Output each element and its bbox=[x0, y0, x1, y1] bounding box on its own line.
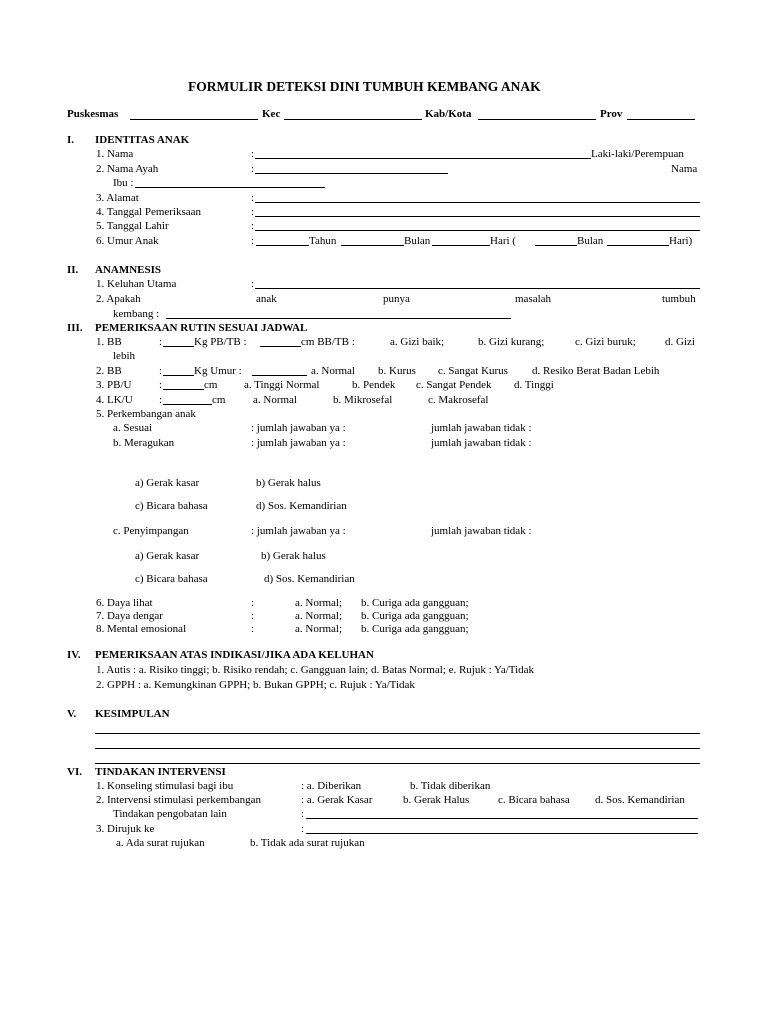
penyimpangan-bicara-bahasa[interactable]: c) Bicara bahasa bbox=[135, 573, 208, 585]
alamat-field[interactable] bbox=[255, 202, 700, 203]
lku-label: 4. LK/U bbox=[96, 394, 133, 406]
kg-umur-label: Kg Umur : bbox=[194, 365, 242, 377]
ibu-field[interactable] bbox=[135, 187, 325, 188]
section-3-title: PEMERIKSAAN RUTIN SESUAI JADWAL bbox=[95, 322, 308, 334]
cm-bbtb-label: cm BB/TB : bbox=[301, 336, 355, 348]
lku-cm-label: cm bbox=[212, 394, 226, 406]
section-4-title: PEMERIKSAAN ATAS INDIKASI/JIKA ADA KELUHAN bbox=[95, 649, 374, 661]
intervensi-label: 2. Intervensi stimulasi perkembangan bbox=[96, 794, 261, 806]
kabkota-label: Kab/Kota bbox=[425, 108, 472, 120]
gizi-lebih-option[interactable]: d. Gizi bbox=[665, 336, 695, 348]
konseling-diberikan-option[interactable]: : a. Diberikan bbox=[301, 780, 362, 792]
hari-label: Hari ( bbox=[490, 235, 516, 247]
form-title: FORMULIR DETEKSI DINI TUMBUH KEMBANG ANAK bbox=[188, 79, 541, 94]
hari-2-label: Hari) bbox=[669, 235, 693, 247]
dirujuk-colon: : bbox=[301, 823, 305, 835]
umur-hari-2-field[interactable] bbox=[607, 245, 669, 246]
apakah-label: 2. Apakah bbox=[96, 293, 141, 305]
daya-dengar-label: 7. Daya dengar bbox=[96, 610, 163, 622]
penyimpangan-jumlah-tidak: jumlah jawaban tidak : bbox=[431, 525, 532, 537]
umur-tahun-field[interactable] bbox=[256, 245, 309, 246]
nama-ayah-label: 2. Nama Ayah bbox=[96, 163, 159, 175]
konseling-tidak-diberikan-option[interactable]: b. Tidak diberikan bbox=[410, 780, 491, 792]
apakah-tumbuh: tumbuh bbox=[662, 293, 696, 305]
meragukan-bicara-bahasa[interactable]: c) Bicara bahasa bbox=[135, 500, 208, 512]
tanggal-lahir-label: 5. Tanggal Lahir bbox=[96, 220, 169, 232]
pbu-cm-label: cm bbox=[204, 379, 218, 391]
gizi-baik-option[interactable]: a. Gizi baik; bbox=[390, 336, 445, 348]
daya-dengar-curiga-option[interactable]: b. Curiga ada gangguan; bbox=[361, 610, 469, 622]
alamat-colon: : bbox=[251, 192, 255, 204]
nama-colon: : bbox=[251, 148, 255, 160]
perkembangan-label: 5. Perkembangan anak bbox=[96, 408, 196, 420]
tidak-ada-surat-rujukan-option[interactable]: b. Tidak ada surat rujukan bbox=[250, 837, 365, 849]
kesimpulan-line-3[interactable] bbox=[95, 763, 700, 764]
bbu-kurus-option[interactable]: b. Kurus bbox=[378, 365, 416, 377]
ada-surat-rujukan-option[interactable]: a. Ada surat rujukan bbox=[116, 837, 205, 849]
tanggal-pemeriksaan-field[interactable] bbox=[255, 216, 700, 217]
intervensi-gerak-kasar-option[interactable]: : a. Gerak Kasar bbox=[301, 794, 373, 806]
prov-label: Prov bbox=[600, 108, 623, 120]
daya-dengar-normal-option[interactable]: a. Normal; bbox=[295, 610, 343, 622]
daya-lihat-curiga-option[interactable]: b. Curiga ada gangguan; bbox=[361, 597, 469, 609]
penyimpangan-sos-kemandirian[interactable]: d) Sos. Kemandirian bbox=[264, 573, 355, 585]
gpph-row: 2. GPPH : a. Kemungkinan GPPH; b. Bukan GPPH; c. Rujuk : Ya/Tidak bbox=[96, 679, 415, 691]
tanggal-pemeriksaan-colon: : bbox=[251, 206, 255, 218]
prov-field[interactable] bbox=[627, 119, 695, 120]
kesimpulan-line-1[interactable] bbox=[95, 733, 700, 734]
gizi-lebih-cont: lebih bbox=[113, 350, 135, 362]
lku-field[interactable] bbox=[163, 404, 212, 405]
lku-makrosefal-option[interactable]: c. Makrosefal bbox=[428, 394, 489, 406]
penyimpangan-label: c. Penyimpangan bbox=[113, 525, 189, 537]
kec-label: Kec bbox=[262, 108, 281, 120]
keluhan-label: 1. Keluhan Utama bbox=[96, 278, 177, 290]
umur-hari-field[interactable] bbox=[432, 245, 490, 246]
pbu-pendek-option[interactable]: b. Pendek bbox=[352, 379, 396, 391]
intervensi-gerak-halus-option[interactable]: b. Gerak Halus bbox=[403, 794, 470, 806]
dirujuk-field[interactable] bbox=[306, 833, 698, 834]
pengobatan-lain-field[interactable] bbox=[306, 818, 698, 819]
keluhan-colon: : bbox=[251, 278, 255, 290]
intervensi-bicara-bahasa-option[interactable]: c. Bicara bahasa bbox=[498, 794, 570, 806]
umur-colon: : bbox=[251, 235, 255, 247]
alamat-label: 3. Alamat bbox=[96, 192, 139, 204]
tanggal-lahir-colon: : bbox=[251, 220, 255, 232]
daya-lihat-normal-option[interactable]: a. Normal; bbox=[295, 597, 343, 609]
bb-2-colon: : bbox=[159, 365, 163, 377]
sesuai-jumlah-tidak: jumlah jawaban tidak : bbox=[431, 422, 532, 434]
section-2-number: II. bbox=[67, 264, 79, 276]
bbu-sangat-kurus-option[interactable]: c. Sangat Kurus bbox=[438, 365, 508, 377]
pengobatan-lain-label: Tindakan pengobatan lain bbox=[113, 808, 227, 820]
umur-bulan-2-field[interactable] bbox=[535, 245, 577, 246]
apakah-anak: anak bbox=[256, 293, 277, 305]
keluhan-field[interactable] bbox=[255, 288, 700, 289]
mental-emosional-curiga-option[interactable]: b. Curiga ada gangguan; bbox=[361, 623, 469, 635]
pbu-label: 3. PB/U bbox=[96, 379, 132, 391]
section-3-number: III. bbox=[67, 322, 83, 334]
apakah-punya: punya bbox=[383, 293, 410, 305]
tanggal-lahir-field[interactable] bbox=[255, 230, 700, 231]
nama-field[interactable] bbox=[255, 158, 591, 159]
daya-lihat-label: 6. Daya lihat bbox=[96, 597, 153, 609]
lku-mikrosefal-option[interactable]: b. Mikrosefal bbox=[333, 394, 393, 406]
gizi-buruk-option[interactable]: c. Gizi buruk; bbox=[575, 336, 636, 348]
kec-field[interactable] bbox=[284, 119, 422, 120]
autis-row: 1. Autis : a. Risiko tinggi; b. Risiko rendah; c. Gangguan lain; d. Batas Normal; e. Rujuk : Ya/Tidak bbox=[96, 664, 535, 676]
ibu-label: Ibu : bbox=[113, 177, 134, 189]
meragukan-jumlah-ya: : jumlah jawaban ya : bbox=[251, 437, 346, 449]
section-1-title: IDENTITAS ANAK bbox=[95, 134, 190, 146]
bb-2-label: 2. BB bbox=[96, 365, 122, 377]
bulan-label: Bulan bbox=[404, 235, 431, 247]
bbu-resiko-option[interactable]: d. Resiko Berat Badan Lebih bbox=[532, 365, 660, 377]
puskesmas-label: Puskesmas bbox=[67, 108, 119, 120]
intervensi-sos-kemandirian-option[interactable]: d. Sos. Kemandirian bbox=[595, 794, 685, 806]
gizi-kurang-option[interactable]: b. Gizi kurang; bbox=[478, 336, 545, 348]
meragukan-label: b. Meragukan bbox=[113, 437, 175, 449]
penyimpangan-jumlah-ya: : jumlah jawaban ya : bbox=[251, 525, 346, 537]
umur-field[interactable] bbox=[252, 375, 307, 376]
section-6-title: TINDAKAN INTERVENSI bbox=[95, 766, 226, 778]
tanggal-pemeriksaan-label: 4. Tanggal Pemeriksaan bbox=[96, 206, 202, 218]
apakah-masalah: masalah bbox=[515, 293, 552, 305]
bulan-2-label: Bulan bbox=[577, 235, 604, 247]
bb-1-field[interactable] bbox=[163, 346, 194, 347]
nama-label: 1. Nama bbox=[96, 148, 134, 160]
meragukan-gerak-kasar[interactable]: a) Gerak kasar bbox=[135, 477, 200, 489]
bb-1-label: 1. BB bbox=[96, 336, 122, 348]
lku-colon: : bbox=[159, 394, 163, 406]
section-2-title: ANAMNESIS bbox=[95, 264, 162, 276]
meragukan-gerak-halus[interactable]: b) Gerak halus bbox=[256, 477, 321, 489]
pbu-colon: : bbox=[159, 379, 163, 391]
section-6-number: VI. bbox=[67, 766, 82, 778]
meragukan-jumlah-tidak: jumlah jawaban tidak : bbox=[431, 437, 532, 449]
sesuai-jumlah-ya: : jumlah jawaban ya : bbox=[251, 422, 346, 434]
kembang-field[interactable] bbox=[166, 318, 511, 319]
lku-normal-option[interactable]: a. Normal bbox=[253, 394, 297, 406]
meragukan-sos-kemandirian[interactable]: d) Sos. Kemandirian bbox=[256, 500, 347, 512]
section-5-number: V. bbox=[67, 708, 77, 720]
kabkota-field[interactable] bbox=[478, 119, 596, 120]
umur-label: 6. Umur Anak bbox=[96, 235, 159, 247]
mental-emosional-colon: : bbox=[251, 623, 255, 635]
pbtb-field[interactable] bbox=[260, 346, 301, 347]
sesuai-label: a. Sesuai bbox=[113, 422, 153, 434]
bb-1-colon: : bbox=[159, 336, 163, 348]
dirujuk-label: 3. Dirujuk ke bbox=[96, 823, 155, 835]
bbu-normal-option[interactable]: a. Normal bbox=[311, 365, 355, 377]
pbu-tinggi-normal-option[interactable]: a. Tinggi Normal bbox=[244, 379, 320, 391]
konseling-label: 1. Konseling stimulasi bagi ibu bbox=[96, 780, 234, 792]
kg-pbtb-label: Kg PB/TB : bbox=[194, 336, 247, 348]
section-4-number: IV. bbox=[67, 649, 81, 661]
pbu-sangat-pendek-option[interactable]: c. Sangat Pendek bbox=[416, 379, 492, 391]
penyimpangan-gerak-kasar[interactable]: a) Gerak kasar bbox=[135, 550, 200, 562]
daya-lihat-colon: : bbox=[251, 597, 255, 609]
section-1-number: I. bbox=[67, 134, 75, 146]
bb-2-field[interactable] bbox=[163, 375, 194, 376]
nama-ayah-field[interactable] bbox=[255, 173, 448, 174]
penyimpangan-gerak-halus[interactable]: b) Gerak halus bbox=[261, 550, 326, 562]
nama-ibu-label-right: Nama bbox=[671, 163, 698, 175]
mental-emosional-normal-option[interactable]: a. Normal; bbox=[295, 623, 343, 635]
umur-bulan-field[interactable] bbox=[341, 245, 404, 246]
pengobatan-lain-colon: : bbox=[301, 808, 305, 820]
gender-label: Laki-laki/Perempuan bbox=[591, 148, 684, 160]
puskesmas-field[interactable] bbox=[130, 119, 258, 120]
pbu-tinggi-option[interactable]: d. Tinggi bbox=[514, 379, 554, 391]
pbu-field[interactable] bbox=[163, 389, 204, 390]
kesimpulan-line-2[interactable] bbox=[95, 748, 700, 749]
section-5-title: KESIMPULAN bbox=[95, 708, 170, 720]
mental-emosional-label: 8. Mental emosional bbox=[96, 623, 187, 635]
nama-ayah-colon: : bbox=[251, 163, 255, 175]
kembang-label: kembang : bbox=[113, 308, 160, 320]
tahun-label: Tahun bbox=[309, 235, 337, 247]
daya-dengar-colon: : bbox=[251, 610, 255, 622]
